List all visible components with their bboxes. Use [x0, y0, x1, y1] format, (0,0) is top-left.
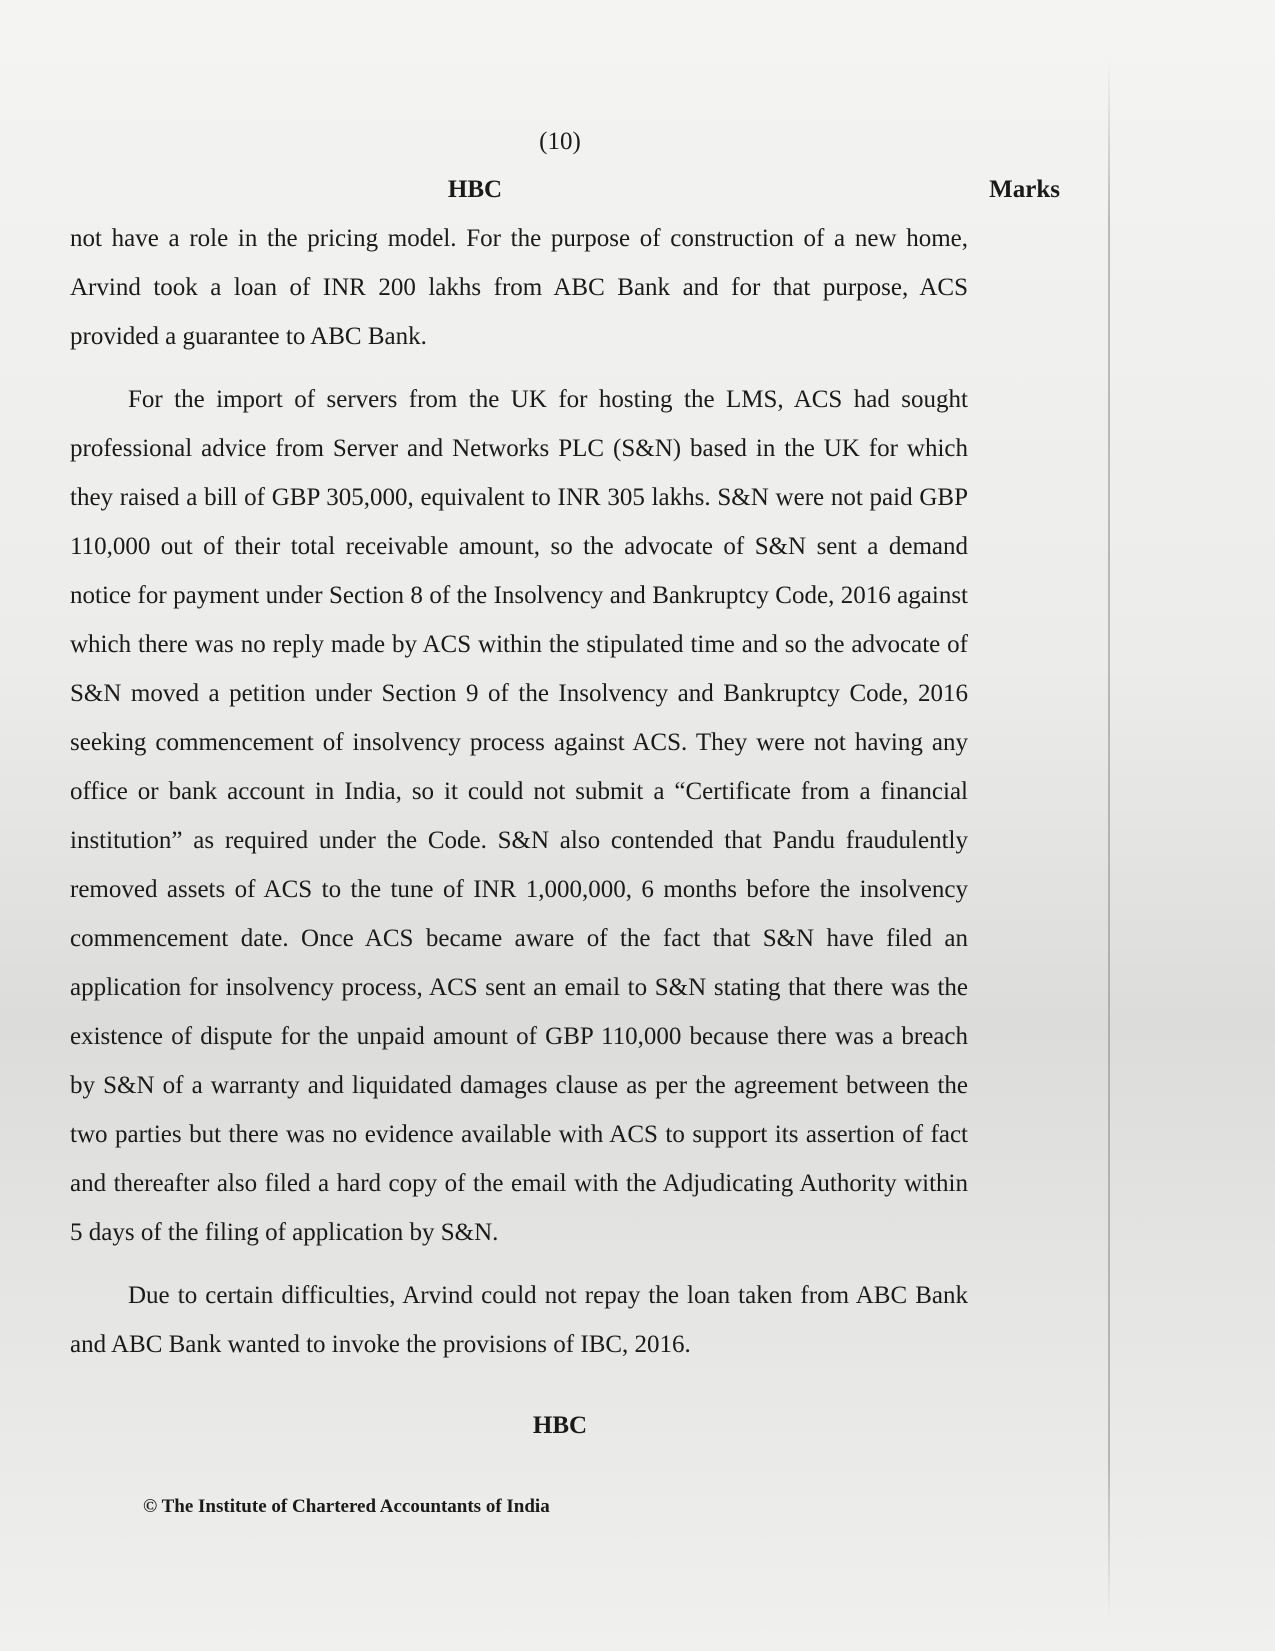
- paragraph-3: Due to certain difficulties, Arvind could not repay the loan taken from ABC Bank and ABC Bank wanted to invoke the provisions of IBC, 2016.: [70, 1282, 968, 1358]
- paragraph-2: For the import of servers from the UK for hosting the LMS, ACS had sought professional advice from Server and Networks PLC (S&N) based in the UK for which they raised a bill of GBP 305,000, equivalent to INR 305 lakhs. S&N were not paid GBP 110,000 out of their total receivable amount, so the advocate of S&N sent a demand notice for payment under Section 8 of the Insolvency and Bankruptcy Code, 2016 against which there was no reply made by ACS within the stipulated time and so the advocate of S&N moved a petition under Section 9 of the Insolvency and Bankruptcy Code, 2016 seeking commencement of insolvency process against ACS. They were not having any office or bank account in India, so it could not submit a “Certificate from a financial institution” as required under the Code. S&N also contended that Pandu fraudulently removed assets of ACS to the tune of INR 1,000,000, 6 months before the insolvency commencement date. Once ACS became aware of the fact that S&N have filed an application for insolvency process, ACS sent an email to S&N stating that there was the existence of dispute for the unpaid amount of GBP 110,000 because there was a breach by S&N of a warranty and liquidated damages clause as per the agreement between the two parties but there was no evidence available with ACS to support its assertion of fact and thereafter also filed a hard copy of the email with the Adjudicating Authority within 5 days of the filing of application by S&N.: [70, 386, 968, 1246]
- page-edge-line: [1108, 60, 1110, 1620]
- marks-label: Marks: [989, 176, 1060, 203]
- paragraph-1: not have a role in the pricing model. For the purpose of construction of a new home, Arvind took a loan of INR 200 lakhs from ABC Bank and for that purpose, ACS provided a guarantee to ABC Bank.: [70, 225, 968, 350]
- header-title: HBC: [447, 176, 503, 203]
- body-text: [70, 214, 968, 1369]
- page-number: (10): [539, 128, 581, 155]
- copyright-notice: © The Institute of Chartered Accountants of India: [143, 1496, 550, 1517]
- footer-title: HBC: [532, 1412, 588, 1439]
- page-header: [70, 176, 1060, 208]
